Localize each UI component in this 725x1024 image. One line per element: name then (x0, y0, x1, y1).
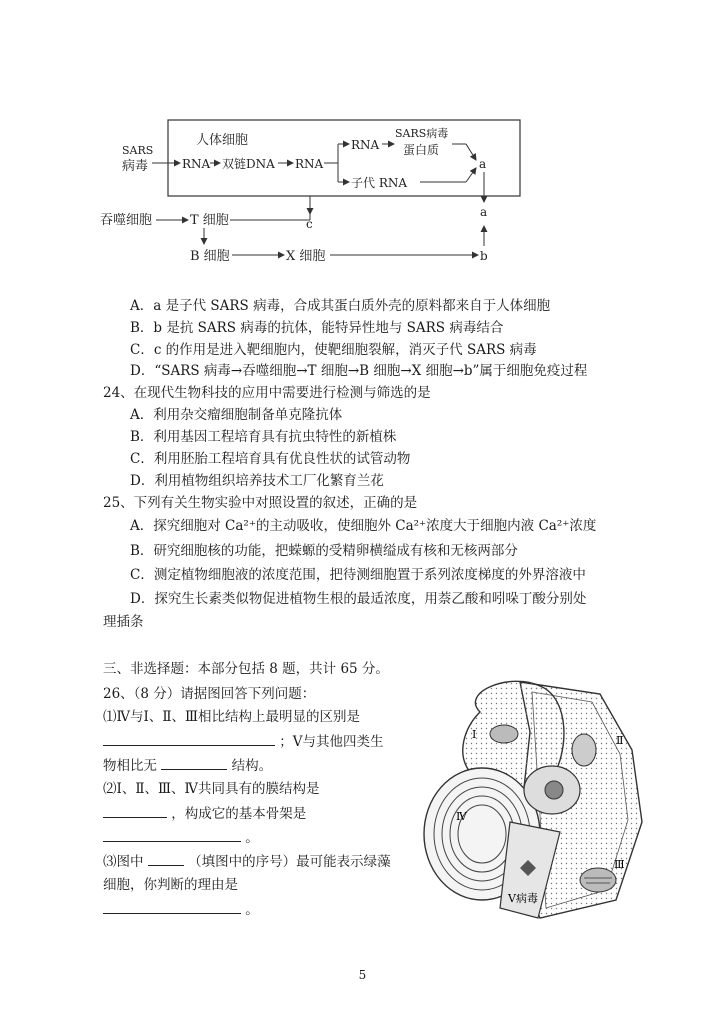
human-cell-label: 人体细胞 (196, 133, 249, 148)
q26-p3-line1: ⑶图中 （填图中的序号）最可能表示绿藻 (103, 851, 391, 872)
immune-diagram (100, 110, 540, 275)
page-number: 5 (358, 968, 367, 982)
figure-label-IV: Ⅳ (456, 810, 467, 823)
q26-p2-line1: ⑵Ⅰ、Ⅱ、Ⅲ、Ⅳ共同具有的膜结构是 (103, 781, 320, 797)
sars-protein-label-2: 蛋白质 (403, 143, 440, 157)
sars-virus-label-2: 病毒 (122, 159, 149, 174)
q24-stem: 24、在现代生物科技的应用中需要进行检测与筛选的是 (103, 385, 431, 401)
answer-blank-4[interactable] (103, 827, 241, 842)
q26-p3-line2: 细胞，你判断的理由是 (103, 877, 238, 893)
q26-stem: 26、（8 分）请据图回答下列问题： (103, 686, 316, 702)
figure-label-V: Ⅴ病毒 (508, 892, 538, 905)
label-a-mid: a (480, 205, 488, 219)
q24-option-b: B．利用基因工程培育具有抗虫特性的新植株 (130, 429, 397, 445)
rna-label-3: RNA (351, 138, 380, 152)
q26-p3-line3: 。 (103, 899, 259, 920)
q26-p2-line2: ，构成它的基本骨架是 (103, 803, 306, 824)
q25-option-b: B．研究细胞核的功能，把蝾螈的受精卵横缢成有核和无核两部分 (130, 543, 518, 559)
answer-blank-2[interactable] (161, 755, 227, 770)
answer-blank-1[interactable] (103, 731, 275, 746)
q23-option-a: A．a 是子代 SARS 病毒，合成其蛋白质外壳的原料都来自于人体细胞 (130, 298, 551, 314)
human-cell-box (168, 120, 520, 196)
q24-option-d: D．利用植物组织培养技术工厂化繁育兰花 (130, 473, 384, 489)
figure-label-I: Ⅰ (472, 728, 477, 741)
x-cell-label: X 细胞 (286, 249, 326, 264)
q26-p1-line2: ；Ⅴ与其他四类生 (103, 731, 384, 752)
answer-blank-3[interactable] (103, 803, 167, 818)
q25-option-c: C．测定植物细胞液的浓度范围，把待测细胞置于系列浓度梯度的外界溶液中 (130, 567, 586, 583)
rna-label-1: RNA (182, 157, 211, 171)
answer-blank-6[interactable] (103, 899, 241, 914)
sars-protein-label-1: SARS病毒 (395, 127, 449, 140)
figure-label-III: Ⅲ (614, 858, 625, 871)
q26-p2-line3: 。 (103, 827, 259, 848)
q24-option-a: A．利用杂交瘤细胞制备单克隆抗体 (130, 407, 343, 423)
q26-p1-line3: 物相比无 结构。 (103, 755, 272, 776)
q24-option-c: C．利用胚胎工程培育具有优良性状的试管动物 (130, 451, 411, 467)
q23-option-b: B．b 是抗 SARS 病毒的抗体，能特异性地与 SARS 病毒结合 (130, 320, 504, 336)
label-b: b (480, 249, 488, 263)
phagocyte-label: 吞噬细胞 (100, 213, 153, 228)
dsdna-label: 双链DNA (222, 157, 275, 171)
q26-p1-line1: ⑴Ⅳ与Ⅰ、Ⅱ、Ⅲ相比结构上最明显的区别是 (103, 709, 361, 725)
progeny-rna-label: 子代 RNA (351, 176, 408, 190)
label-c: c (306, 217, 313, 231)
b-cell-label: B 细胞 (190, 249, 230, 264)
q25-option-d-line1: D．探究生长素类似物促进植物生根的最适浓度，用萘乙酸和吲哚丁酸分别处 (130, 591, 587, 607)
answer-blank-5[interactable] (148, 851, 184, 866)
t-cell-label: T 细胞 (190, 213, 229, 228)
q25-option-a: A．探究细胞对 Ca²⁺的主动吸收，使细胞外 Ca²⁺浓度大于细胞内液 Ca²⁺浓度 (130, 518, 597, 534)
q23-option-d: D．“SARS 病毒→吞噬细胞→T 细胞→B 细胞→X 细胞→b”属于细胞免疫过程 (130, 363, 588, 379)
q25-stem: 25、下列有关生物实验中对照设置的叙述，正确的是 (103, 495, 418, 511)
q23-option-c: C．c 的作用是进入靶细胞内，使靶细胞裂解，消灭子代 SARS 病毒 (130, 342, 537, 358)
label-a-top: a (479, 157, 487, 171)
cell-types-figure (420, 672, 652, 924)
q25-option-d-line2: 理插条 (103, 614, 144, 630)
rna-label-2: RNA (295, 157, 324, 171)
section3-header: 三、非选择题：本部分包括 8 题，共计 65 分。 (103, 661, 389, 677)
sars-virus-label-1: SARS (122, 144, 154, 157)
figure-label-II: Ⅱ (616, 734, 624, 747)
